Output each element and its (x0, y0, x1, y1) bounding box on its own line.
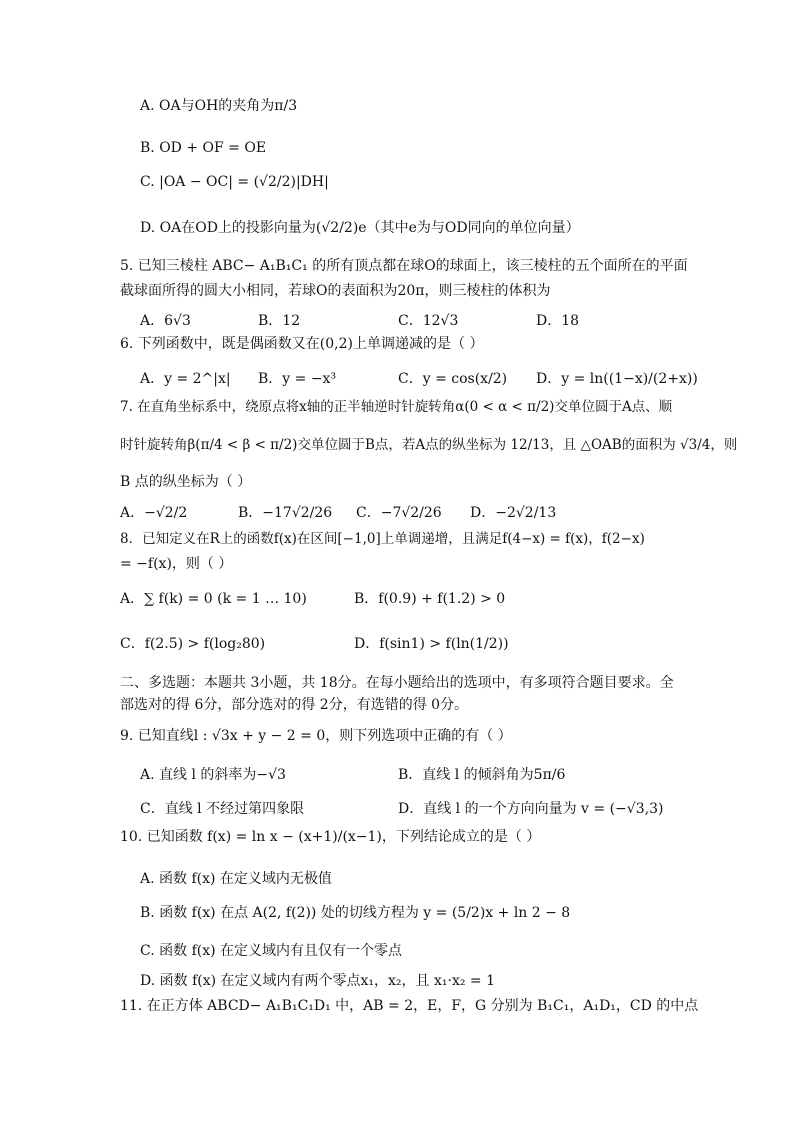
q4-option-b-text: B. OD + OF = OE (140, 140, 267, 156)
q5-option-d: D．18 (536, 313, 580, 329)
section2-line2: 部选对的得 6分，部分选对的得 2分，有选错的得 0分。 (120, 697, 469, 713)
q8-stem-line1: 8．已知定义在R上的函数f(x)在区间[−1,0]上单调递增，且满足f(4−x) = f(x)，f(2−x) (120, 531, 645, 547)
q6-option-a: A．y = 2^|x| (140, 371, 231, 387)
q5-stem-line1: 5. 已知三棱柱 ABC− A₁B₁C₁ 的所有顶点都在球O的球面上，该三棱柱的五个面所在的平面 (120, 258, 688, 274)
q8-option-d: D．f(sin1) > f(ln(1/2)) (354, 636, 509, 652)
q8-option-c: C．f(2.5) > f(log₂80) (120, 636, 266, 652)
q5-stem-line2: 截球面所得的圆大小相同，若球O的表面积为20π，则三棱柱的体积为 (120, 283, 551, 299)
q9-stem: 9. 已知直线l : √3x + y − 2 = 0，则下列选项中正确的有（ ） (120, 728, 512, 744)
q8-option-a: A．∑ f(k) = 0 (k = 1 … 10) (120, 591, 307, 607)
q7-stem-line3: B 点的纵坐标为（ ） (120, 474, 252, 490)
q10-option-a: A. 函数 f(x) 在定义域内无极值 (140, 871, 332, 887)
q10-option-c: C. 函数 f(x) 在定义域内有且仅有一个零点 (140, 943, 403, 959)
q10-option-b: B. 函数 f(x) 在点 A(2, f(2)) 处的切线方程为 y = (5/2)x + ln 2 − 8 (140, 905, 571, 921)
q6-stem: 6. 下列函数中，既是偶函数又在(0,2)上单调递减的是（ ） (120, 336, 484, 352)
q7-stem-line1: 7. 在直角坐标系中，绕原点将x轴的正半轴逆时针旋转角α(0 < α < π/2)交单位圆于A点、顺 (120, 399, 673, 415)
q7-stem-line2: 时针旋转角β(π/4 < β < π/2)交单位圆于B点，若A点的纵坐标为 12/13，且 △OAB的面积为 √3/4，则 (120, 437, 738, 453)
q9-option-c: C．直线 l 不经过第四象限 (140, 801, 305, 817)
q11-stem: 11. 在正方体 ABCD− A₁B₁C₁D₁ 中，AB = 2，E，F，G 分别为 B₁C₁，A₁D₁，CD 的中点 (120, 998, 699, 1014)
q9-option-d: D．直线 l 的一个方向向量为 v = (−√3,3) (398, 801, 664, 817)
q7-option-b: B．−17√2/26 (238, 505, 333, 521)
q7-option-c: C．−7√2/26 (356, 505, 442, 521)
q6-option-b: B．y = −x³ (258, 371, 337, 387)
q9-option-a: A. 直线 l 的斜率为−√3 (140, 767, 286, 783)
q8-stem-line2: = −f(x)，则（ ） (120, 556, 233, 572)
q4-option-c-text: C. |OA − OC| = (√2/2)|DH| (140, 174, 329, 190)
q4-option-a (140, 98, 297, 116)
q4-option-c (140, 174, 329, 192)
q4-option-a-text: A. OA与OH的夹角为π/3 (140, 98, 298, 114)
q4-option-b (140, 140, 266, 158)
q5-option-b: B．12 (258, 313, 301, 329)
q10-option-d: D. 函数 f(x) 在定义域内有两个零点x₁，x₂，且 x₁·x₂ = 1 (140, 973, 495, 989)
q6-option-c: C．y = cos(x/2) (398, 371, 508, 387)
q4-option-d-text: D. OA在OD上的投影向量为(√2/2)e（其中e为与OD同向的单位向量） (140, 220, 580, 236)
q9-option-b: B．直线 l 的倾斜角为5π/6 (398, 767, 566, 783)
q10-stem: 10. 已知函数 f(x) = ln x − (x+1)/(x−1)，下列结论成立的是（ ） (120, 829, 541, 845)
q6-option-d: D．y = ln((1−x)/(2+x)) (536, 371, 698, 387)
q8-option-b: B．f(0.9) + f(1.2) > 0 (354, 591, 506, 607)
q4-option-d (140, 220, 580, 238)
q7-option-a: A．−√2/2 (120, 505, 188, 521)
section2-line1: 二、多选题：本题共 3小题，共 18分。在每小题给出的选项中，有多项符合题目要求。全 (120, 675, 674, 691)
q7-option-d: D．−2√2/13 (470, 505, 557, 521)
q5-option-c: C．12√3 (398, 313, 459, 329)
q5-option-a: A．6√3 (140, 313, 191, 329)
